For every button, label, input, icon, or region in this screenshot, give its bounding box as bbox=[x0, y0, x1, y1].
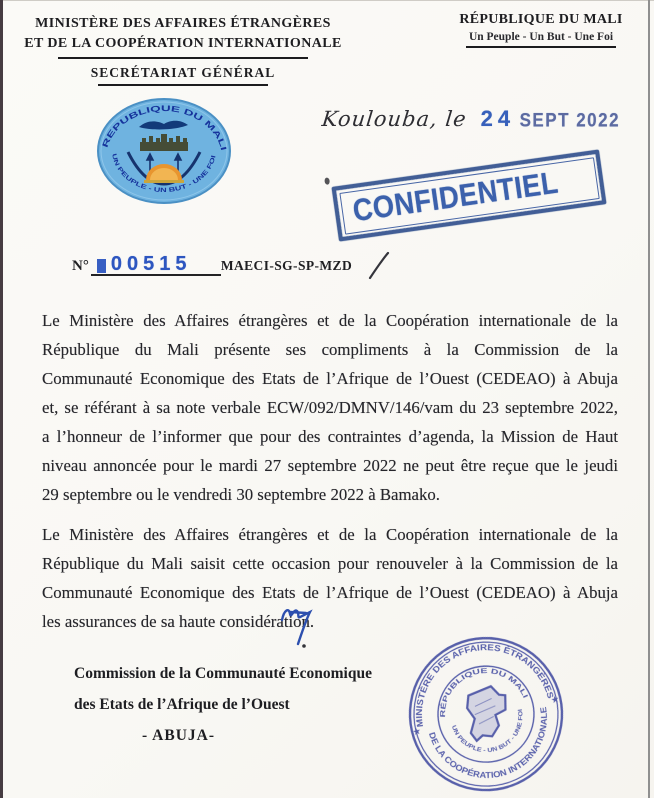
body-line: les assurances de sa haute considération. bbox=[42, 612, 315, 631]
letterhead-ministry bbox=[24, 14, 342, 92]
confidential-stamp bbox=[331, 149, 606, 241]
ministry-round-stamp bbox=[381, 616, 592, 798]
body-line: Le Ministère des Affaires étrangères et de la Coopération internationale de la bbox=[42, 525, 618, 544]
body-paragraph-2 bbox=[42, 520, 618, 636]
stamp-star-right: ★ bbox=[550, 694, 560, 705]
recipient-address bbox=[74, 658, 372, 751]
rule bbox=[466, 46, 616, 48]
body-line: Communauté Economique des Etats de l’Afrique de l’Ouest (CEDEAO) à Abuja bbox=[42, 369, 618, 388]
reference-line bbox=[72, 250, 392, 276]
date-stamp bbox=[481, 106, 620, 132]
stamp-outer-bottom-text: DE LA COOPÉRATION INTERNATIONALE bbox=[426, 706, 549, 781]
stamp-outer-top-text: MINISTÈRE DES AFFAIRES ÉTRANGÈRES bbox=[413, 642, 556, 728]
recipient-line1: Commission de la Communauté Economique bbox=[74, 665, 372, 682]
stamp-inner-top-text: RÉPUBLIQUE DU MALI bbox=[439, 668, 529, 718]
ministry-name-line1: MINISTÈRE DES AFFAIRES ÉTRANGÈRES bbox=[35, 16, 331, 31]
body-line: République du Mali présente ses compliments à la Commission de la bbox=[42, 340, 618, 359]
body-line: 29 septembre ou le vendredi 30 septembre 2022 à Bamako. bbox=[42, 485, 440, 504]
ministry-name-line2: ET DE LA COOPÉRATION INTERNATIONALE bbox=[24, 36, 342, 51]
mali-emblem-seal bbox=[94, 96, 234, 213]
emblem-ring-bottom-text: UN PEUPLE - UN BUT - UNE FOI bbox=[110, 152, 218, 195]
body-line: et, se référant à sa note verbale ECW/092/DMNV/146/vam du 23 septembre 2022, bbox=[42, 398, 618, 417]
reference-prefix: N° bbox=[72, 258, 89, 274]
scan-edge-right bbox=[648, 0, 650, 798]
reference-suffix: MAECI-SG-SP-MZD bbox=[220, 258, 353, 273]
recipient-city: - ABUJA- bbox=[142, 727, 216, 744]
stamp-star-left: ★ bbox=[412, 726, 422, 737]
republic-name: RÉPUBLIQUE DU MALI bbox=[459, 12, 623, 27]
national-motto: Un Peuple - Un But - Une Foi bbox=[468, 31, 614, 43]
stamp-mali-map-icon bbox=[462, 684, 514, 742]
ink-speck bbox=[324, 177, 330, 185]
confidential-stamp-border bbox=[331, 149, 606, 241]
secretariat-line: SECRÉTARIAT GÉNÉRAL bbox=[90, 65, 276, 80]
confidential-stamp-label: CONFIDENTIEL bbox=[349, 164, 560, 228]
ministry-round-stamp-icon bbox=[381, 616, 591, 798]
emblem-ring-top-text: REPUBLIQUE DU MALI bbox=[100, 103, 228, 150]
partial-stamp-digit bbox=[97, 259, 106, 273]
confidential-stamp-inner-border bbox=[339, 157, 599, 234]
handwritten-initials-paraph bbox=[276, 598, 324, 650]
reference-underline bbox=[91, 255, 221, 276]
place-script-text: Koulouba, le bbox=[320, 107, 468, 131]
scan-edge-left bbox=[0, 0, 3, 798]
body-line: niveau annoncée pour le mardi 27 septembre 2022 ne peut être reçue que le jeudi bbox=[42, 456, 618, 475]
rule bbox=[58, 57, 308, 59]
letterhead-republic bbox=[438, 12, 644, 54]
body-line: République du Mali saisit cette occasion pour renouveler à la Commission de la bbox=[42, 554, 618, 573]
stamp-inner-bottom-text: UN PEUPLE - UN BUT - UNE FOI bbox=[449, 708, 525, 755]
date-month-year: SEPT 2022 bbox=[519, 109, 621, 132]
recipient-line2: des Etats de l’Afrique de l’Ouest bbox=[74, 696, 290, 713]
body-paragraph-1 bbox=[42, 306, 618, 509]
mali-emblem-icon bbox=[94, 96, 234, 208]
body-line: Communauté Economique des Etats de l’Afrique de l’Ouest (CEDEAO) à Abuja bbox=[42, 583, 618, 602]
dateline bbox=[322, 106, 620, 132]
reference-number-stamp: 00515 bbox=[110, 253, 192, 275]
rule bbox=[98, 84, 268, 86]
body-line: Le Ministère des Affaires étrangères et de la Coopération internationale de la bbox=[42, 311, 618, 330]
handwritten-slash-icon bbox=[366, 250, 392, 280]
date-day: 24 bbox=[480, 106, 516, 131]
body-line: a l’honneur de l’informer que pour des contraintes d’agenda, la Mission de Haut bbox=[42, 427, 618, 446]
scan-edge-top bbox=[0, 0, 654, 1]
